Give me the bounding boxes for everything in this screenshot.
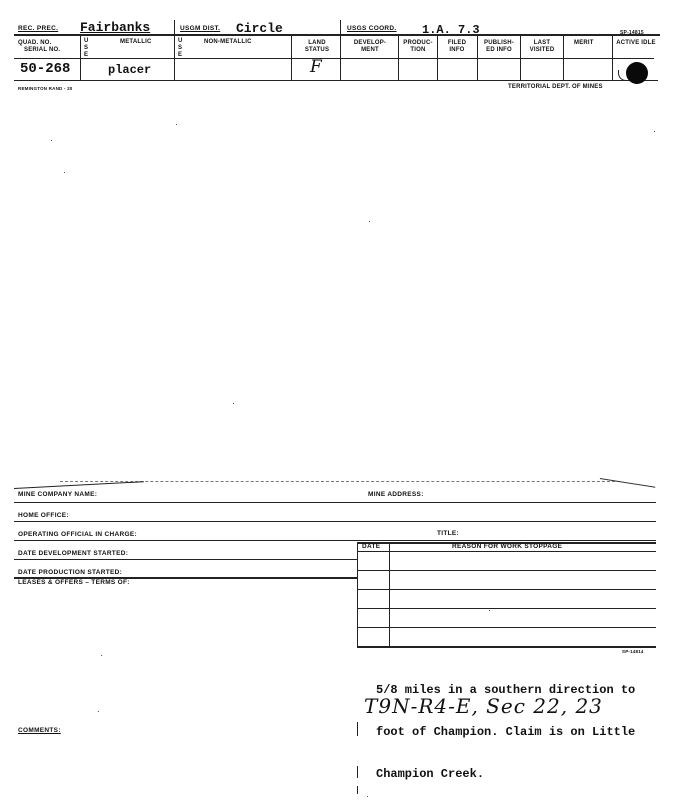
comments-divider <box>357 766 358 778</box>
col-quad-no: QUAD. NO. <box>18 40 52 46</box>
col-divider <box>563 36 564 80</box>
stoppage-row-rule <box>357 570 656 571</box>
name-slant-rule <box>14 481 144 489</box>
notes-line: 5/8 miles in a southern direction to <box>376 683 636 697</box>
idle-dot-icon <box>626 62 648 84</box>
col-production: PRODUC-TION <box>403 40 433 53</box>
speck <box>176 124 177 125</box>
date-production-label: DATE PRODUCTION STARTED: <box>18 569 123 576</box>
col-divider <box>612 36 613 80</box>
col-last-visited: LAST VISITED <box>529 40 555 53</box>
rule <box>14 521 656 522</box>
department-name: TERRITORIAL DEPT. OF MINES <box>508 84 603 90</box>
col-land-status: LAND STATUS <box>304 40 330 53</box>
speck <box>233 403 234 404</box>
col-use-nonmetallic: U S E <box>178 38 183 58</box>
comments-label: COMMENTS: <box>18 727 61 734</box>
mine-address-label: MINE ADDRESS: <box>368 491 424 498</box>
home-office-label: HOME OFFICE: <box>18 512 69 519</box>
speck <box>101 655 102 656</box>
col-active-idle: ACTIVE IDLE <box>616 40 656 46</box>
form-number-bottom: SP-14814 <box>622 649 644 654</box>
speck <box>369 221 370 222</box>
usgs-coord-label: USGS COORD. <box>347 25 397 32</box>
rule <box>14 559 357 560</box>
col-divider <box>174 20 175 80</box>
header-rule-mid <box>14 58 654 59</box>
usgs-coord-value: 1.A. 7.3 <box>422 23 480 37</box>
col-divider <box>340 20 341 80</box>
stoppage-row-rule <box>357 589 656 590</box>
rec-prec-value: Fairbanks <box>80 20 151 35</box>
stoppage-col-divider <box>357 542 358 646</box>
rec-prec-label: REC. PREC. <box>18 25 59 32</box>
metallic-value: placer <box>108 63 152 77</box>
land-status-value: F <box>310 57 322 77</box>
rule <box>14 502 656 503</box>
handwritten-legal-description: T9N-R4-E, Sec 22, 23 <box>364 694 603 718</box>
col-quad-serial <box>18 40 78 54</box>
col-filed-info: FILED INFO <box>447 40 467 53</box>
col-divider <box>437 36 438 80</box>
header-rule-bottom <box>14 80 658 81</box>
col-metallic: METALLIC <box>120 39 152 45</box>
stoppage-col-divider <box>389 542 390 646</box>
notes-line: Champion Creek. <box>376 767 485 781</box>
speck <box>654 131 655 132</box>
stoppage-date-header: DATE <box>362 543 381 550</box>
col-divider <box>80 36 81 80</box>
comments-divider <box>357 786 358 794</box>
rule <box>14 540 656 541</box>
corner-fold <box>597 478 656 508</box>
operating-official-label: OPERATING OFFICIAL IN CHARGE: <box>18 531 137 538</box>
stoppage-row-rule <box>357 608 656 609</box>
speck <box>98 711 99 712</box>
col-divider <box>398 36 399 80</box>
stoppage-reason-header: REASON FOR WORK STOPPAGE <box>452 543 563 550</box>
rule <box>357 551 656 552</box>
col-serial-no: SERIAL NO. <box>24 47 61 53</box>
col-divider <box>520 36 521 80</box>
comments-divider <box>357 722 358 736</box>
col-divider <box>291 36 292 80</box>
stoppage-row-rule <box>357 627 656 628</box>
title-label: TITLE: <box>437 530 460 537</box>
col-published-info: PUBLISH-ED INFO <box>484 40 514 53</box>
mine-company-name-label: MINE COMPANY NAME: <box>18 491 98 498</box>
tear-line <box>60 481 620 482</box>
speck <box>367 796 368 797</box>
col-merit: MERIT <box>574 40 594 46</box>
speck <box>51 140 52 141</box>
date-development-label: DATE DEVELOPMENT STARTED: <box>18 550 129 557</box>
speck <box>64 172 65 173</box>
speck <box>489 610 490 611</box>
printer-mark: REMINGTON RAND - 20 <box>18 86 73 91</box>
col-development: DEVELOP-MENT <box>353 40 387 53</box>
location-notes <box>376 655 635 809</box>
quad-serial-value: 50-268 <box>20 61 71 77</box>
usgm-dist-value: Circle <box>236 21 283 36</box>
usgm-dist-label: USGM DIST. <box>180 25 221 32</box>
form-number-top: SP-14815 <box>620 30 644 36</box>
notes-line: foot of Champion. Claim is on Little <box>376 725 636 739</box>
col-divider <box>477 36 478 80</box>
col-non-metallic: NON-METALLIC <box>204 39 252 45</box>
leases-label: LEASES & OFFERS – TERMS OF: <box>18 579 130 586</box>
col-use-metallic: U S E <box>84 38 89 58</box>
stoppage-row-rule <box>357 646 656 648</box>
